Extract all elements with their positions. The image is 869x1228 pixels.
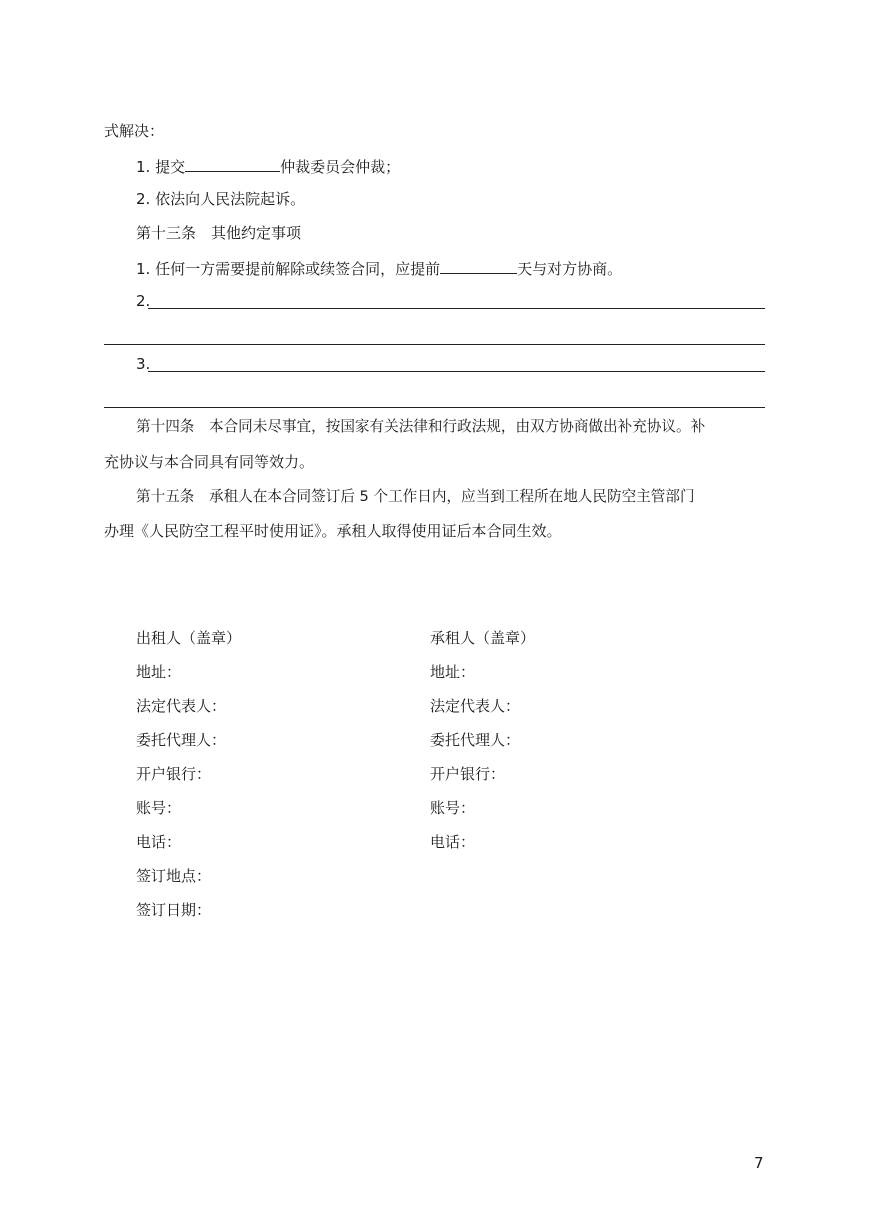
- lessor-phone: 电话：: [136, 833, 182, 851]
- article-13-item-1-prefix: 1. 任何一方需要提前解除或续签合同，应提前: [136, 260, 441, 278]
- sign-place: 签订地点：: [136, 867, 212, 885]
- article-14-line-1: 第十四条 本合同未尽事宜，按国家有关法律和行政法规，由双方协商做出补充协议。补: [136, 418, 706, 435]
- continuation-text: 式解决：: [104, 122, 165, 140]
- article-15-line-2: 办理《人民防空工程平时使用证》。承租人取得使用证后本合同生效。: [104, 522, 562, 540]
- article-13-item-2-blank[interactable]: [148, 308, 765, 309]
- article-13-item-2-continuation-rule[interactable]: [104, 344, 765, 345]
- article-15-line-1: 第十五条 承租人在本合同签订后 5 个工作日内，应当到工程所在地人民防空主管部门: [136, 488, 695, 505]
- lessor-bank: 开户银行：: [136, 765, 212, 783]
- sign-date: 签订日期：: [136, 901, 212, 919]
- dispute-option-1: [136, 155, 400, 175]
- article-13-item-3-continuation-rule[interactable]: [104, 407, 765, 408]
- article-13-title: 第十三条 其他约定事项: [136, 224, 302, 242]
- lessee-account: 账号：: [430, 799, 476, 817]
- article-13-item-2-label: 2.: [136, 292, 151, 310]
- lessee-title: 承租人（盖章）: [430, 629, 536, 647]
- article-13-item-1-suffix: 天与对方协商。: [517, 260, 623, 278]
- dispute-option-1-prefix: 1. 提交: [136, 158, 186, 176]
- dispute-option-1-suffix: 仲裁委员会仲裁；: [280, 158, 401, 176]
- lessee-bank: 开户银行：: [430, 765, 506, 783]
- notice-days-blank[interactable]: [440, 257, 517, 274]
- article-13-item-3-label: 3.: [136, 355, 151, 373]
- lessee-agent: 委托代理人：: [430, 731, 521, 749]
- lessee-phone: 电话：: [430, 833, 476, 851]
- lessor-agent: 委托代理人：: [136, 731, 227, 749]
- arbitration-committee-blank[interactable]: [185, 155, 280, 172]
- lessor-account: 账号：: [136, 799, 182, 817]
- lessor-legal-rep: 法定代表人：: [136, 697, 227, 715]
- page-number: 7: [754, 1154, 764, 1172]
- lessor-address: 地址：: [136, 663, 182, 681]
- dispute-option-2: 2. 依法向人民法院起诉。: [136, 190, 306, 208]
- article-13-item-1: [136, 257, 622, 277]
- article-13-item-3-blank[interactable]: [148, 371, 765, 372]
- lessee-address: 地址：: [430, 663, 476, 681]
- lessee-legal-rep: 法定代表人：: [430, 697, 521, 715]
- article-14-line-2: 充协议与本合同具有同等效力。: [104, 453, 315, 471]
- lessor-title: 出租人（盖章）: [136, 629, 242, 647]
